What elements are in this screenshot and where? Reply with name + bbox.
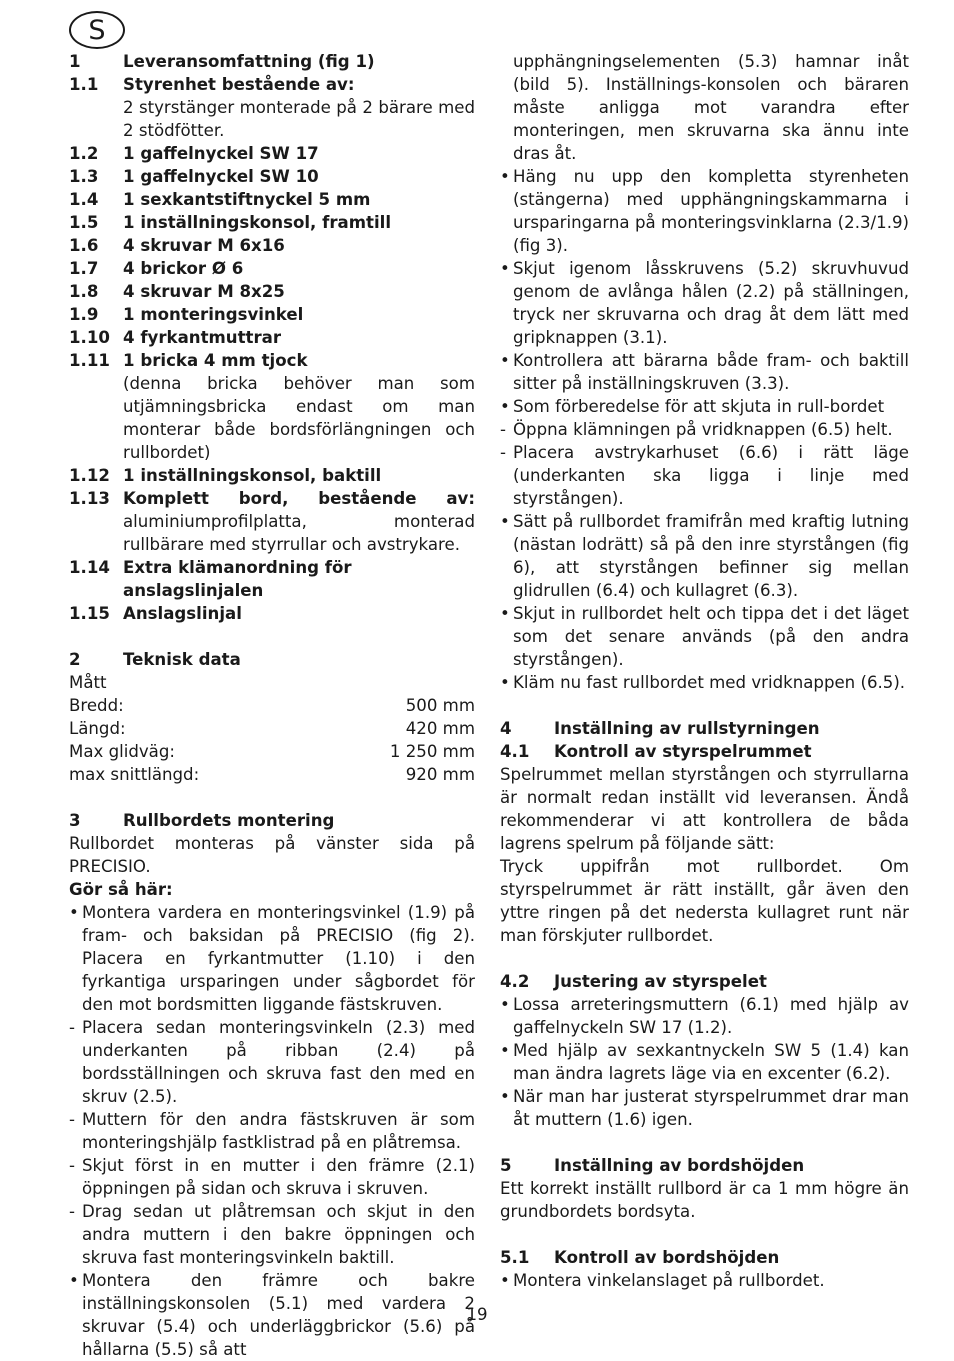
spec-row: max snittlängd: 920 mm — [69, 765, 475, 784]
list-item: 1.4 1 sexkantstiftnyckel 5 mm — [69, 190, 371, 209]
list-item: - Drag sedan ut plåtremsan och skjut in den andra muttern i den bakre öppningen och skruva fast monteringsvinkeln baktill. — [69, 1202, 475, 1267]
section-1-heading: 1 Leveransomfattning (fig 1) — [69, 52, 375, 71]
item-1-12: 1.12 1 inställningskonsol, baktill — [69, 466, 382, 485]
section-5-heading: 5 Inställning av bordshöjden — [500, 1156, 805, 1175]
list-item: • Med hjälp av sexkantnyckeln SW 5 (1.4) kan man ändra lagrets läge via en excenter (6.2). — [500, 1041, 909, 1083]
list-item: 1.5 1 inställningskonsol, framtill — [69, 213, 392, 232]
list-item: • Montera den främre och bakre inställningskonsolen (5.1) med vardera 2 skruvar (5.4) och underläggbrickor (5.6) på hållarna (5.5) så att — [69, 1271, 475, 1359]
spec-row: Längd: 420 mm — [69, 719, 475, 738]
section-3-heading: 3 Rullbordets montering — [69, 811, 335, 830]
list-item: - Placera avstrykarhuset (6.6) i rätt läge (underkanten ska ligga i linje med styrstången). — [500, 443, 909, 508]
section-4-1-heading: 4.1 Kontroll av styrspelrummet — [500, 742, 812, 761]
left-column — [69, 50, 475, 1361]
list-item: • Som förberedelse för att skjuta in rull-bordet — [500, 397, 885, 416]
spec-row: Max glidväg: 1 250 mm — [69, 742, 475, 761]
list-item: 1.6 4 skruvar M 6x16 — [69, 236, 285, 255]
list-item: 1.3 1 gaffelnyckel SW 10 — [69, 167, 319, 186]
item-1-11: 1.11 1 bricka 4 mm tjock — [69, 351, 308, 370]
spec-row: Bredd: 500 mm — [69, 696, 475, 715]
section-5-1-heading: 5.1 Kontroll av bordshöjden — [500, 1248, 780, 1267]
section-4-heading: 4 Inställning av rullstyrningen — [500, 719, 820, 738]
list-item: 1.7 4 brickor Ø 6 — [69, 259, 244, 278]
item-1-11-description: (denna bricka behöver man som utjämningsbricka endast om man monterar både bordsförlängningen och rullbordet) — [123, 374, 475, 462]
how-to-label: Gör så här: — [69, 880, 173, 899]
list-item: • Montera vardera en monteringsvinkel (1.9) på fram- och baksidan på PRECISIO (fig 2). Placera en fyrkantmutter (1.10) i den fyrkantiga ursparingen under sågbordet för den mot bordsmitten liggande fästskruven. — [69, 903, 475, 1014]
list-item: 1.2 1 gaffelnyckel SW 17 — [69, 144, 319, 163]
section-3-intro: Rullbordet monteras på vänster sida på PRECISIO. — [69, 834, 475, 876]
dimensions-label: Mått — [69, 673, 107, 692]
item-1-1: 1.1 Styrenhet bestående av: — [69, 75, 355, 94]
list-item: - Muttern för den andra fästskruven är som monteringshjälp fastklistrad på en plåtremsa. — [69, 1110, 475, 1152]
list-item: • Sätt på rullbordet framifrån med kraftig lutning (nästan lodrätt) så på den inre styrstången (fig 6), att styrstången befinner sig mellan glidrullen (6.4) och kullagret (6.3). — [500, 512, 909, 600]
continued-text: upphängningselementen (5.3) hamnar inåt (bild 5). Inställnings-konsolen och bäraren måste anligga mot varandra efter monteringen, men skruvarna ska ännu inte dras åt. — [513, 52, 909, 163]
list-item: 1.8 4 skruvar M 8x25 — [69, 282, 285, 301]
list-item: • Kläm nu fast rullbordet med vridknappen (6.5). — [500, 673, 906, 692]
language-badge: S — [69, 11, 125, 49]
list-item: - Öppna klämningen på vridknappen (6.5) helt. — [500, 420, 893, 439]
item-1-14: 1.14 Extra klämanordning för anslagslinjalen — [69, 558, 352, 600]
section-2-heading: 2 Teknisk data — [69, 650, 241, 669]
list-item: 1.10 4 fyrkantmuttrar — [69, 328, 282, 347]
list-item: • Kontrollera att bärarna både fram- och baktill sitter på inställningskruven (3.3). — [500, 351, 909, 393]
item-1-15: 1.15 Anslagslinjal — [69, 604, 242, 623]
list-item: - Placera sedan monteringsvinkeln (2.3) med underkanten på ribban (2.4) på bordsställningen och skruva fast den med en skruv (2.5). — [69, 1018, 475, 1106]
item-1-13: 1.13 Komplett bord, bestående av: aluminiumprofilplatta, monterad rullbärare med styrrullar och avstrykare. — [69, 489, 475, 554]
right-column — [500, 50, 909, 1292]
list-item: 1.9 1 monteringsvinkel — [69, 305, 304, 324]
list-item: • Skjut igenom låsskruvens (5.2) skruvhuvud genom de avlånga hålen (2.2) på ställningen, tryck ner skruvarna och drag åt dem lätt med gripknappen (3.1). — [500, 259, 909, 347]
list-item: - Skjut först in en mutter i den främre (2.1) öppningen på sidan och skruva i skruven. — [69, 1156, 475, 1198]
item-1-1-description: 2 styrstänger monterade på 2 bärare med 2 stödfötter. — [123, 98, 475, 140]
list-item: • Häng nu upp den kompletta styrenheten (stängerna) med upphängningskammarna i ursparingarna på monteringsvinklarna (2.3/1.9) (fig 3). — [500, 167, 909, 255]
paragraph: Tryck uppifrån mot rullbordet. Om styrspelrummet är rätt inställt, går även den yttre ringen på det nedersta kullagret runt när man förskjuter rullbordet. — [500, 857, 909, 945]
list-item: • Skjut in rullbordet helt och tippa det i det läget som det senare används (på den andra styrstången). — [500, 604, 909, 669]
section-4-2-heading: 4.2 Justering av styrspelet — [500, 972, 767, 991]
list-item: • När man har justerat styrspelrummet drar man åt muttern (1.6) igen. — [500, 1087, 909, 1129]
paragraph: Spelrummet mellan styrstången och styrrullarna är normalt redan inställt vid leveransen. Ändå rekommenderar vi att kontrollera de båda lagrens spelrum på följande sätt: — [500, 765, 909, 853]
paragraph: Ett korrekt inställt rullbord är ca 1 mm högre än grundbordets bordsyta. — [500, 1179, 909, 1221]
list-item: • Lossa arreteringsmuttern (6.1) med hjälp av gaffelnyckeln SW 17 (1.2). — [500, 995, 909, 1037]
list-item: • Montera vinkelanslaget på rullbordet. — [500, 1271, 825, 1290]
page-number: 19 — [466, 1305, 488, 1324]
